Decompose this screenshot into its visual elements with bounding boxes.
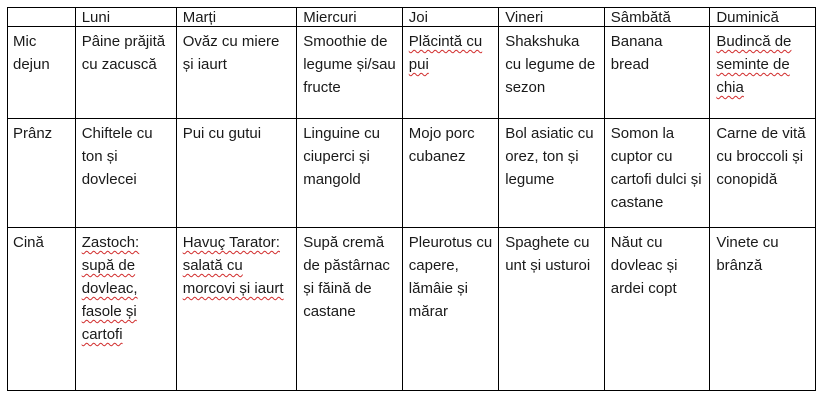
table-row-mic-dejun bbox=[8, 27, 816, 119]
cell-cina-luni: Zastoch: supă de dovleac, fasole și cartofi bbox=[75, 228, 176, 391]
cell-pranz-sambata: Somon la cuptor cu cartofi dulci și castane bbox=[604, 119, 710, 228]
cell-cina-duminica: Vinete cu brânză bbox=[710, 228, 816, 391]
cell-cina-sambata: Năut cu dovleac și ardei copt bbox=[604, 228, 710, 391]
cell-pranz-miercuri: Linguine cu ciuperci și mangold bbox=[297, 119, 403, 228]
cell-pranz-duminica: Carne de vită cu broccoli și conopidă bbox=[710, 119, 816, 228]
cell-mic-dejun-joi: Plăcintă cu pui bbox=[402, 27, 498, 119]
row-label-mic-dejun: Mic dejun bbox=[8, 27, 76, 119]
cell-cina-vineri: Spaghete cu unt și usturoi bbox=[499, 228, 605, 391]
cell-mic-dejun-sambata: Banana bread bbox=[604, 27, 710, 119]
cell-pranz-luni: Chiftele cu ton și dovlecei bbox=[75, 119, 176, 228]
row-label-cina: Cină bbox=[8, 228, 76, 391]
header-cell-joi: Joi bbox=[402, 8, 498, 27]
table-row-pranz bbox=[8, 119, 816, 228]
header-corner-cell bbox=[8, 8, 76, 27]
row-label-pranz: Prânz bbox=[8, 119, 76, 228]
header-cell-luni: Luni bbox=[75, 8, 176, 27]
cell-cina-joi: Pleurotus cu capere, lămâie și mărar bbox=[402, 228, 498, 391]
cell-mic-dejun-vineri: Shakshuka cu legume de sezon bbox=[499, 27, 605, 119]
cell-pranz-vineri: Bol asiatic cu orez, ton și legume bbox=[499, 119, 605, 228]
cell-pranz-joi: Mojo porc cubanez bbox=[402, 119, 498, 228]
cell-cina-marti: Havuç Tarator: salată cu morcovi și iaurt bbox=[176, 228, 297, 391]
cell-mic-dejun-marti: Ovăz cu miere și iaurt bbox=[176, 27, 297, 119]
meal-plan-table bbox=[7, 7, 816, 391]
cell-mic-dejun-luni: Pâine prăjită cu zacuscă bbox=[75, 27, 176, 119]
header-cell-vineri: Vineri bbox=[499, 8, 605, 27]
header-row bbox=[8, 8, 816, 27]
header-cell-duminica: Duminică bbox=[710, 8, 816, 27]
cell-pranz-marti: Pui cu gutui bbox=[176, 119, 297, 228]
cell-cina-miercuri: Supă cremă de păstârnac și făină de castane bbox=[297, 228, 403, 391]
cell-mic-dejun-miercuri: Smoothie de legume și/sau fructe bbox=[297, 27, 403, 119]
cell-mic-dejun-duminica: Budincă de seminte de chia bbox=[710, 27, 816, 119]
header-cell-marti: Marți bbox=[176, 8, 297, 27]
header-cell-miercuri: Miercuri bbox=[297, 8, 403, 27]
table-row-cina bbox=[8, 228, 816, 391]
header-cell-sambata: Sâmbătă bbox=[604, 8, 710, 27]
